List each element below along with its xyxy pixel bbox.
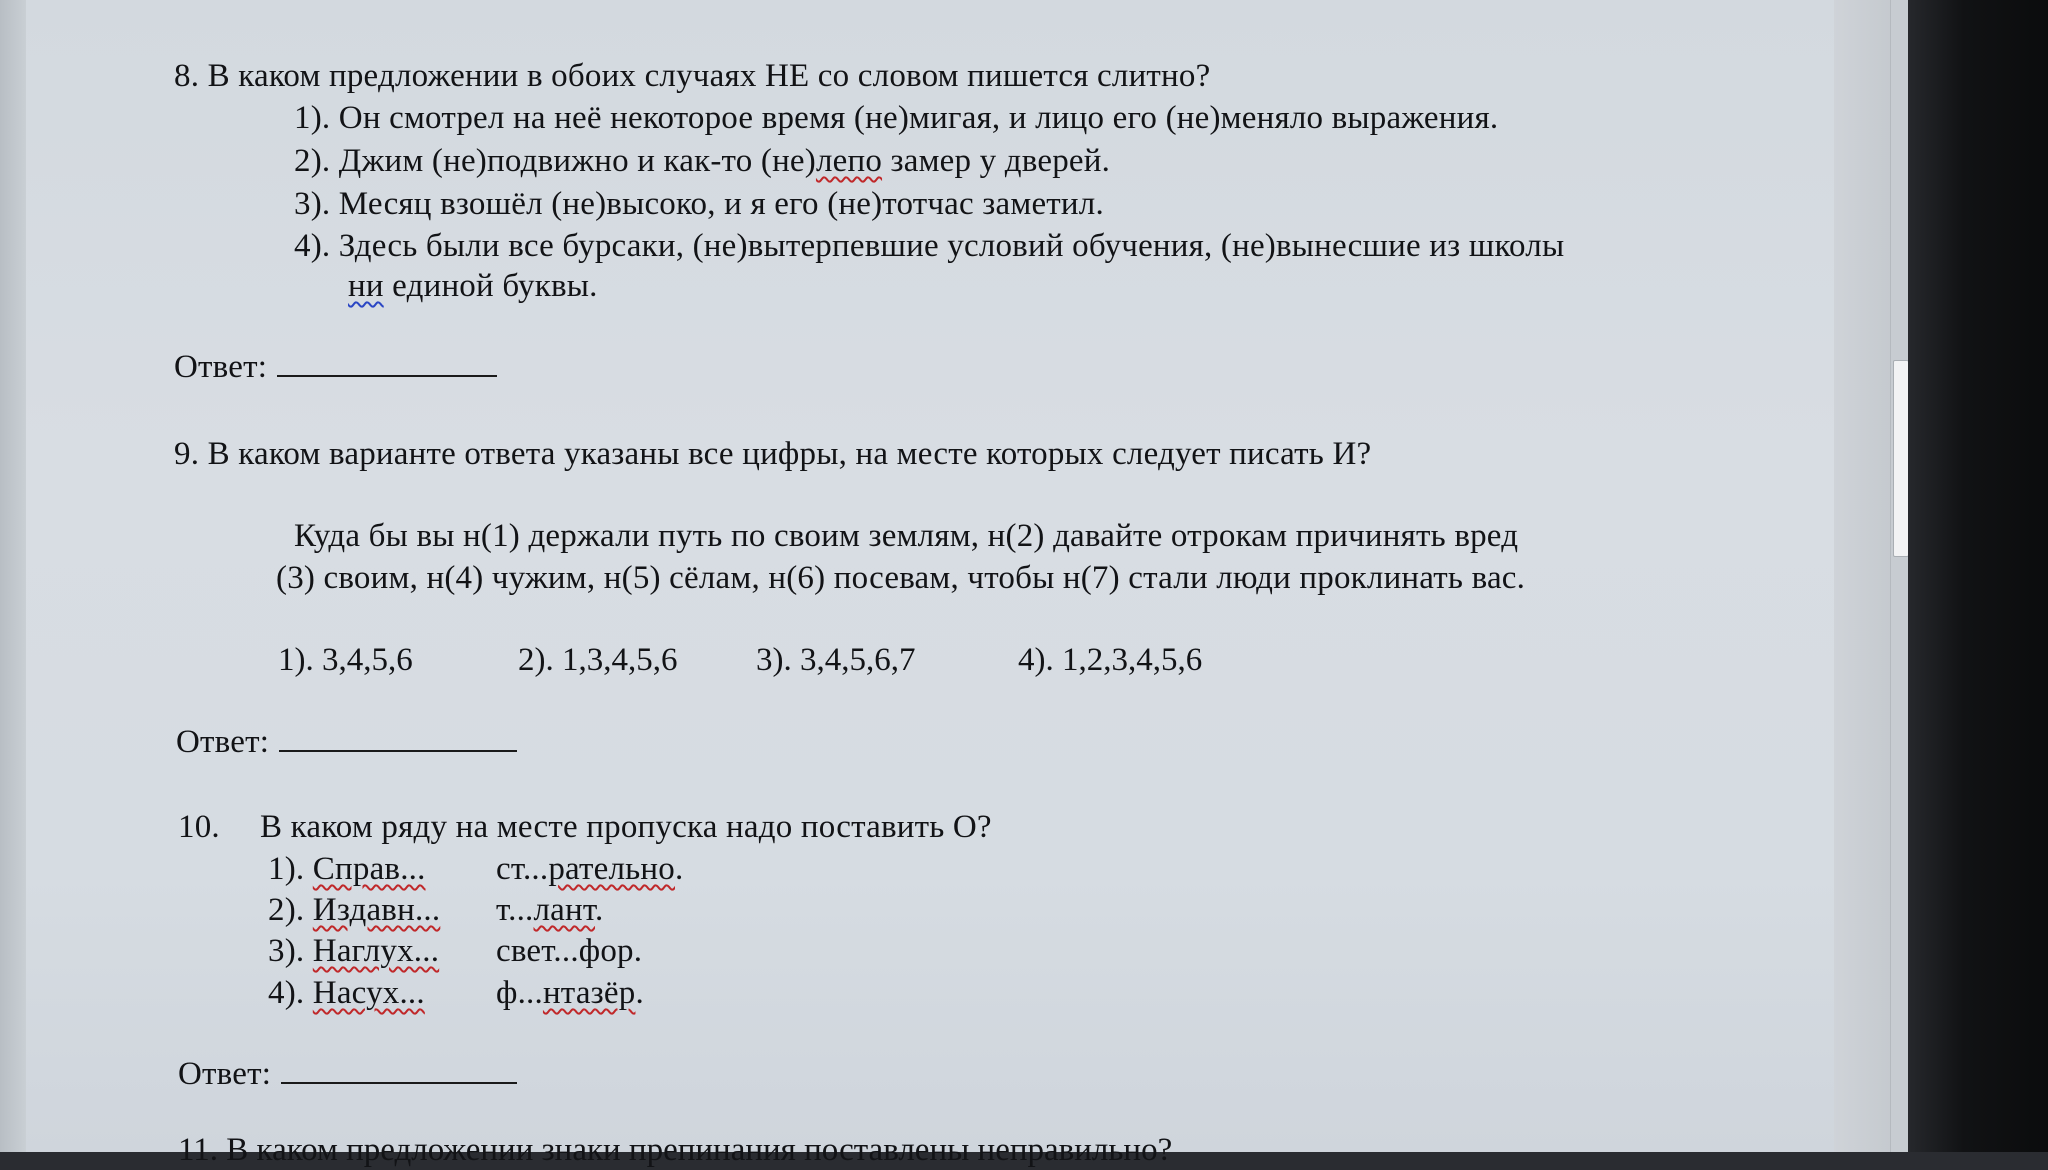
q10-number: 10.: [178, 809, 220, 845]
q8-question: 8. В каком предложении в обоих случаях НЕ со словом пишется слитно?: [174, 58, 1211, 94]
q8-option-3: 3). Месяц взошёл (не)высоко, и я его (не)тотчас заметил.: [294, 186, 1104, 222]
q11-question-cut: 11. В каком предложении знаки препинания поставлены неправильно?: [178, 1132, 1173, 1168]
spellcheck-word[interactable]: Насух...: [312, 975, 425, 1011]
spellcheck-word[interactable]: Наглух...: [312, 933, 440, 969]
q8-option-4: 4). Здесь были все бурсаки, (не)вытерпевшие условий обучения, (не)вынесшие из школы: [294, 228, 1565, 264]
q9-answer: Ответ:: [176, 722, 517, 762]
q10-row-3-word-2: свет...фор.: [496, 933, 643, 969]
q9-text-line-2: (3) своим, н(4) чужим, н(5) сёлам, н(6) посевам, чтобы н(7) стали люди проклинать вас.: [276, 560, 1526, 596]
q9-text-line-1: Куда бы вы н(1) держали путь по своим землям, н(2) давайте отрокам причинять вред: [294, 518, 1519, 554]
grammar-word[interactable]: ни: [348, 268, 384, 304]
q8-option-4-cont: ни единой буквы.: [348, 268, 598, 304]
q10-row-3: 3). Наглух...: [268, 933, 440, 969]
spellcheck-word[interactable]: рательно: [548, 851, 675, 887]
spellcheck-word[interactable]: лант: [533, 892, 596, 928]
q9-choice-2: 2). 1,3,4,5,6: [518, 642, 678, 678]
vertical-scrollbar[interactable]: [1890, 0, 1909, 1152]
spellcheck-word[interactable]: Справ...: [312, 851, 426, 887]
q8-answer-blank[interactable]: [277, 347, 497, 377]
document-page: [26, 0, 1834, 1168]
scrollbar-thumb[interactable]: [1893, 360, 1909, 557]
q10-row-4: 4). Насух...: [268, 975, 425, 1011]
q9-choice-3: 3). 3,4,5,6,7: [756, 642, 916, 678]
q10-row-4-word-2: ф...нтазёр.: [496, 975, 644, 1011]
q10-question: В каком ряду на месте пропуска надо поставить О?: [260, 809, 992, 845]
spellcheck-word[interactable]: нтазёр: [542, 975, 636, 1011]
q10-row-2: 2). Издавн...: [268, 892, 441, 928]
spellcheck-word[interactable]: лепо: [815, 143, 883, 179]
q9-answer-blank[interactable]: [279, 722, 517, 752]
q10-row-1: 1). Справ...: [268, 851, 426, 887]
q10-row-2-word-2: т...лант.: [496, 892, 604, 928]
q9-question: 9. В каком варианте ответа указаны все цифры, на месте которых следует писать И?: [174, 436, 1372, 472]
monitor-bezel: [1908, 0, 2048, 1152]
q10-answer-blank[interactable]: [281, 1054, 517, 1084]
q8-option-2: 2). Джим (не)подвижно и как-то (не)лепо замер у дверей.: [294, 143, 1111, 179]
q10-answer: Ответ:: [178, 1054, 517, 1094]
q8-answer: Ответ:: [174, 347, 497, 387]
q8-option-1: 1). Он смотрел на неё некоторое время (не)мигая, и лицо его (не)меняло выражения.: [294, 100, 1499, 136]
spellcheck-word[interactable]: Издавн...: [312, 892, 441, 928]
q10-row-1-word-2: ст...рательно.: [496, 851, 684, 887]
q9-choice-4: 4). 1,2,3,4,5,6: [1018, 642, 1203, 678]
page-left-margin: [0, 0, 26, 1152]
q9-choice-1: 1). 3,4,5,6: [278, 642, 413, 678]
